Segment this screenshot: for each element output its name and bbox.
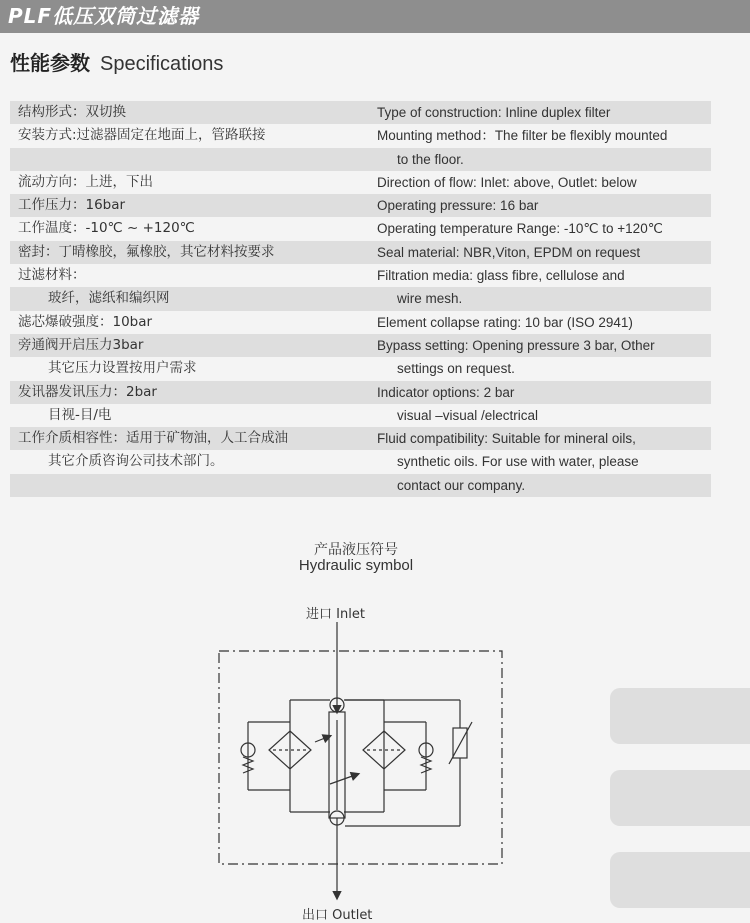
section-title-en: Specifications: [100, 53, 224, 75]
spec-cn-text: 其它压力设置按用户需求: [48, 360, 197, 377]
spec-en-text: Mounting method：The filter be flexibly mounted: [377, 128, 668, 144]
spec-en-text: Operating pressure: 16 bar: [377, 198, 539, 214]
spec-cn-text: 发讯器发讯压力：2bar: [18, 383, 157, 400]
spec-en-text: synthetic oils. For use with water, please: [397, 454, 639, 470]
spec-en-text: Indicator options: 2 bar: [377, 384, 515, 400]
spec-cn-text: 旁通阀开启压力3bar: [18, 336, 144, 353]
page-header: PLF低压双筒过滤器: [0, 0, 750, 33]
spec-en-text: to the floor.: [397, 151, 464, 167]
spec-cn-text: 流动方向：上进，下出: [18, 173, 153, 190]
spec-en-text: visual –visual /electrical: [397, 407, 539, 423]
spec-en-text: Operating temperature Range: -10℃ to +120℃: [377, 221, 663, 237]
spec-en-text: contact our company.: [397, 477, 526, 493]
spec-cn-text: 安装方式:过滤器固定在地面上，管路联接: [18, 127, 266, 144]
symbol-title-cn: 产品液压符号: [314, 542, 398, 558]
spec-cn-text: 过滤材料：: [18, 267, 86, 284]
spec-en-text: wire mesh.: [397, 291, 463, 307]
spec-en-text: Type of construction: Inline duplex filter: [377, 105, 611, 120]
spec-cn-text: 玻纤，滤纸和编织网: [48, 290, 170, 307]
spec-en-text: Fluid compatibility: Suitable for mineral oils,: [377, 431, 636, 447]
spec-cn-text: 工作压力：16bar: [18, 197, 126, 214]
spec-en-text: settings on request.: [397, 361, 515, 377]
outlet-label: 出口 Outlet: [302, 908, 373, 923]
spec-en-text: Element collapse rating: 10 bar (ISO 2941): [377, 314, 633, 330]
spec-cn-text: 其它介质咨询公司技术部门。: [48, 453, 224, 470]
spec-cn-text: 工作介质相容性：适用于矿物油，人工合成油: [18, 430, 288, 447]
spec-cn-text: 目视-目/电: [48, 406, 112, 423]
spec-en-text: Bypass setting: Opening pressure 3 bar, Other: [377, 337, 655, 353]
spec-cn-text: 工作温度：-10℃ ~ +120℃: [18, 220, 195, 237]
spec-cn-text: 滤芯爆破强度：10bar: [18, 313, 153, 330]
spec-cn-text: 结构形式：双切换: [18, 104, 126, 120]
spec-en-text: Direction of flow: Inlet: above, Outlet: below: [377, 174, 637, 190]
spec-cn-text: 密封：丁晴橡胶，氟橡胶，其它材料按要求: [18, 243, 275, 260]
symbol-title-en: Hydraulic symbol: [298, 557, 414, 574]
section-title-cn: 性能参数: [10, 51, 90, 75]
inlet-label: 进口 Inlet: [306, 607, 365, 622]
spec-en-text: Filtration media: glass fibre, cellulose and: [377, 268, 625, 284]
spec-en-text: Seal material: NBR,Viton, EPDM on request: [377, 244, 641, 260]
